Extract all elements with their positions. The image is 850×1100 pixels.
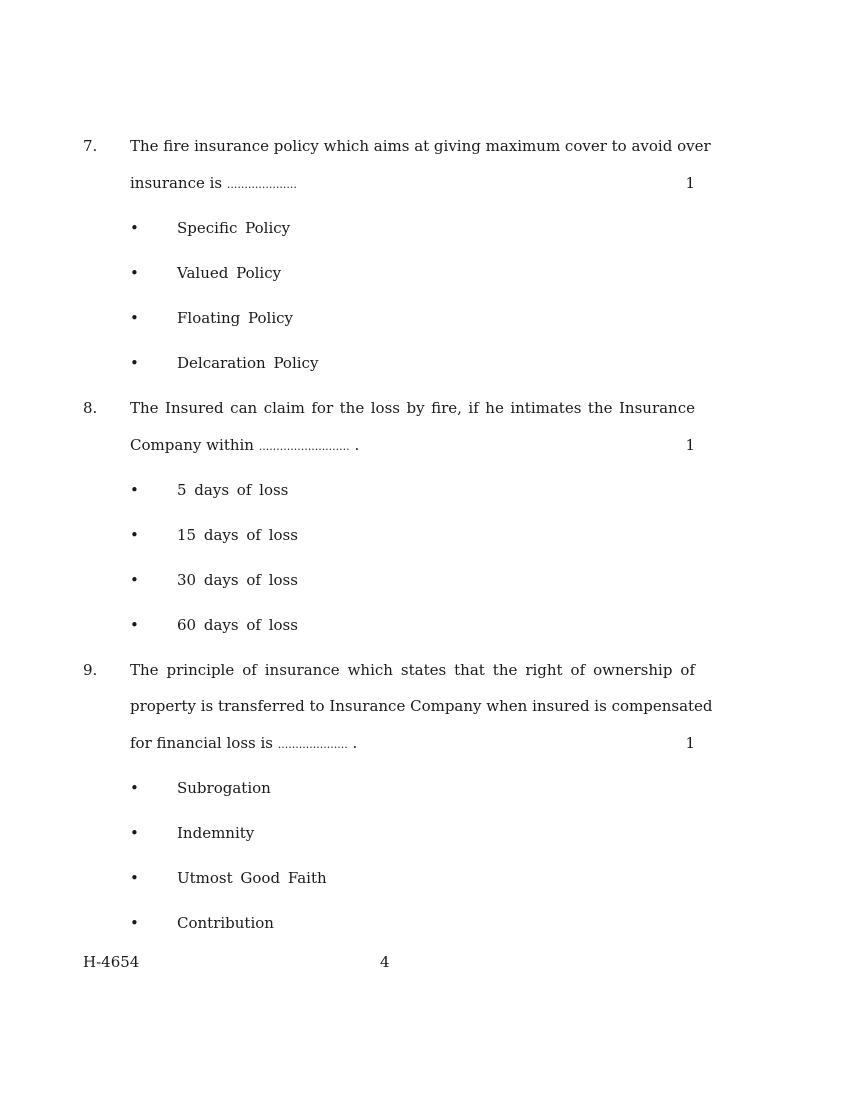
bullet-icon: •: [130, 481, 139, 499]
marks: 1: [685, 174, 695, 192]
option: [130, 353, 318, 373]
option-text: Specific Policy: [177, 219, 291, 237]
option: [130, 823, 254, 843]
bullet-icon: •: [130, 869, 139, 887]
option: [130, 778, 271, 798]
question-text-line: The fire insurance policy which aims at giving maximum cover to avoid over: [130, 137, 711, 155]
bullet-icon: •: [130, 264, 139, 282]
question-text: for financial loss is: [130, 734, 273, 752]
bullet-icon: •: [130, 616, 139, 634]
question-number: 9.: [83, 661, 98, 679]
option-text: Subrogation: [177, 779, 271, 797]
page-number: 4: [380, 953, 390, 971]
question-text: insurance is: [130, 174, 223, 192]
bullet-icon: •: [130, 824, 139, 842]
option-text: Floating Policy: [177, 309, 294, 327]
question-text-line: [130, 435, 695, 457]
option-text: 30 days of loss: [177, 571, 298, 589]
question-text-line: The Insured can claim for the loss by fire, if he intimates the Insurance: [130, 399, 695, 417]
option: [130, 480, 288, 500]
option-text: 5 days of loss: [177, 481, 289, 499]
option-text: 15 days of loss: [177, 526, 298, 544]
option: [130, 218, 290, 238]
bullet-icon: •: [130, 779, 139, 797]
answer-blank: ..........................: [258, 440, 350, 453]
bullet-icon: •: [130, 309, 139, 327]
question-text: Company within: [130, 436, 254, 454]
question-number: 7.: [83, 137, 98, 155]
blank-suffix: .: [349, 436, 360, 454]
option-text: Delcaration Policy: [177, 354, 319, 372]
option-text: Contribution: [177, 914, 274, 932]
option: [130, 308, 293, 328]
option-text: Utmost Good Faith: [177, 869, 327, 887]
option: [130, 263, 281, 283]
bullet-icon: •: [130, 219, 139, 237]
option-text: Valued Policy: [177, 264, 282, 282]
answer-blank: ....................: [226, 178, 297, 191]
bullet-icon: •: [130, 354, 139, 372]
marks: 1: [685, 734, 695, 752]
marks: 1: [685, 436, 695, 454]
answer-blank: ....................: [277, 738, 348, 751]
bullet-icon: •: [130, 914, 139, 932]
bullet-icon: •: [130, 571, 139, 589]
option-text: 60 days of loss: [177, 616, 298, 634]
paper-code: H-4654: [83, 953, 140, 971]
question-text-line: The principle of insurance which states that the right of ownership of: [130, 661, 695, 679]
option-text: Indemnity: [177, 824, 255, 842]
question-text-line: [130, 733, 695, 755]
question-text-line: [130, 173, 695, 195]
option: [130, 868, 327, 888]
question-text-line: property is transferred to Insurance Company when insured is compensated: [130, 697, 713, 715]
option: [130, 570, 298, 590]
bullet-icon: •: [130, 526, 139, 544]
option: [130, 615, 298, 635]
option: [130, 525, 298, 545]
option: [130, 913, 274, 933]
question-number: 8.: [83, 399, 98, 417]
blank-suffix: .: [347, 734, 358, 752]
